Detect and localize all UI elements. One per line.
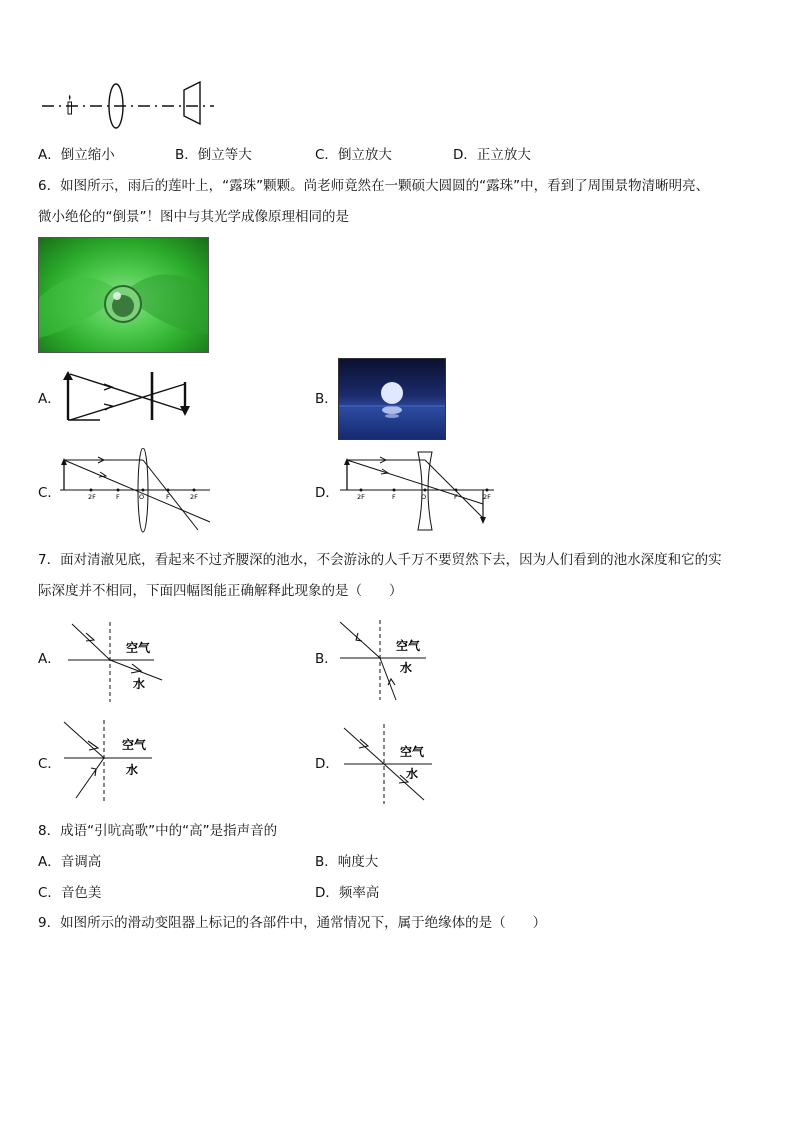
q6-label-b[interactable]: B． — [315, 391, 338, 407]
air-label: 空气 — [396, 639, 421, 653]
q5-option-c[interactable]: C．倒立放大 — [315, 147, 392, 163]
air-label: 空气 — [122, 738, 147, 752]
water-label: 水 — [400, 661, 413, 675]
mark-f-right: F — [454, 493, 458, 501]
q7-diagram-a — [68, 620, 168, 704]
mark-o: O — [139, 493, 145, 501]
mark-2f-right: 2F — [190, 493, 198, 501]
moon-reflection-photo — [338, 358, 446, 440]
q7-diagram-c — [60, 718, 160, 804]
q6-question-line2: 微小绝伦的“倒景”！图中与其光学成像原理相同的是 — [38, 209, 349, 225]
mark-f-right: F — [166, 493, 170, 501]
water-label: 水 — [133, 677, 146, 691]
q7-label-c[interactable]: C． — [38, 756, 61, 772]
candle-icon — [68, 102, 72, 114]
air-label: 空气 — [126, 641, 151, 655]
mark-2f-right: 2F — [483, 493, 491, 501]
q8-option-a[interactable]: A．音调高 — [38, 854, 102, 870]
q6-diagram-c-convex-lens — [58, 448, 214, 536]
screen-icon — [184, 82, 200, 124]
q5-option-b[interactable]: B．倒立等大 — [175, 147, 252, 163]
q7-diagram-d — [340, 722, 440, 806]
q8-option-c[interactable]: C．音色美 — [38, 885, 102, 901]
q6-label-c[interactable]: C． — [38, 485, 61, 501]
q5-option-a[interactable]: A．倒立缩小 — [38, 147, 115, 163]
q6-label-d[interactable]: D． — [315, 485, 339, 501]
q7-diagram-b — [336, 618, 436, 702]
q7-label-d[interactable]: D． — [315, 756, 339, 772]
mark-2f-left: 2F — [88, 493, 96, 501]
q8-question: 8．成语“引吭高歌”中的“高”是指声音的 — [38, 823, 278, 839]
q5-option-d[interactable]: D．正立放大 — [453, 147, 531, 163]
mark-2f-left: 2F — [357, 493, 365, 501]
mark-o: O — [421, 493, 427, 501]
dew-drop-photo — [38, 237, 209, 353]
q9-question: 9．如图所示的滑动变阻器上标记的各部件中，通常情况下，属于绝缘体的是（ ） — [38, 915, 547, 931]
q8-option-b[interactable]: B．响度大 — [315, 854, 379, 870]
q6-diagram-a-pinhole — [60, 368, 192, 424]
water-label: 水 — [126, 763, 139, 777]
q7-label-b[interactable]: B． — [315, 651, 338, 667]
q6-label-a[interactable]: A． — [38, 391, 61, 407]
q8-option-d[interactable]: D．频率高 — [315, 885, 380, 901]
q5-optical-bench-diagram — [38, 78, 218, 130]
q7-question-line1: 7．面对清澈见底，看起来不过齐腰深的池水，不会游泳的人千万不要贸然下去，因为人们看到的池水深度和它的实 — [38, 552, 722, 568]
q7-question-line2: 际深度并不相同，下面四幅图能正确解释此现象的是（ ） — [38, 583, 403, 599]
q6-question-line1: 6．如图所示，雨后的莲叶上，“露珠”颗颗。尚老师竟然在一颗硕大圆圆的“露珠”中，看到了周围景物清晰明亮、 — [38, 178, 710, 194]
q7-label-a[interactable]: A． — [38, 651, 61, 667]
water-label: 水 — [406, 767, 419, 781]
mark-f-left: F — [392, 493, 396, 501]
q6-diagram-d-concave-lens — [338, 448, 498, 536]
mark-f-left: F — [116, 493, 120, 501]
air-label: 空气 — [400, 745, 425, 759]
